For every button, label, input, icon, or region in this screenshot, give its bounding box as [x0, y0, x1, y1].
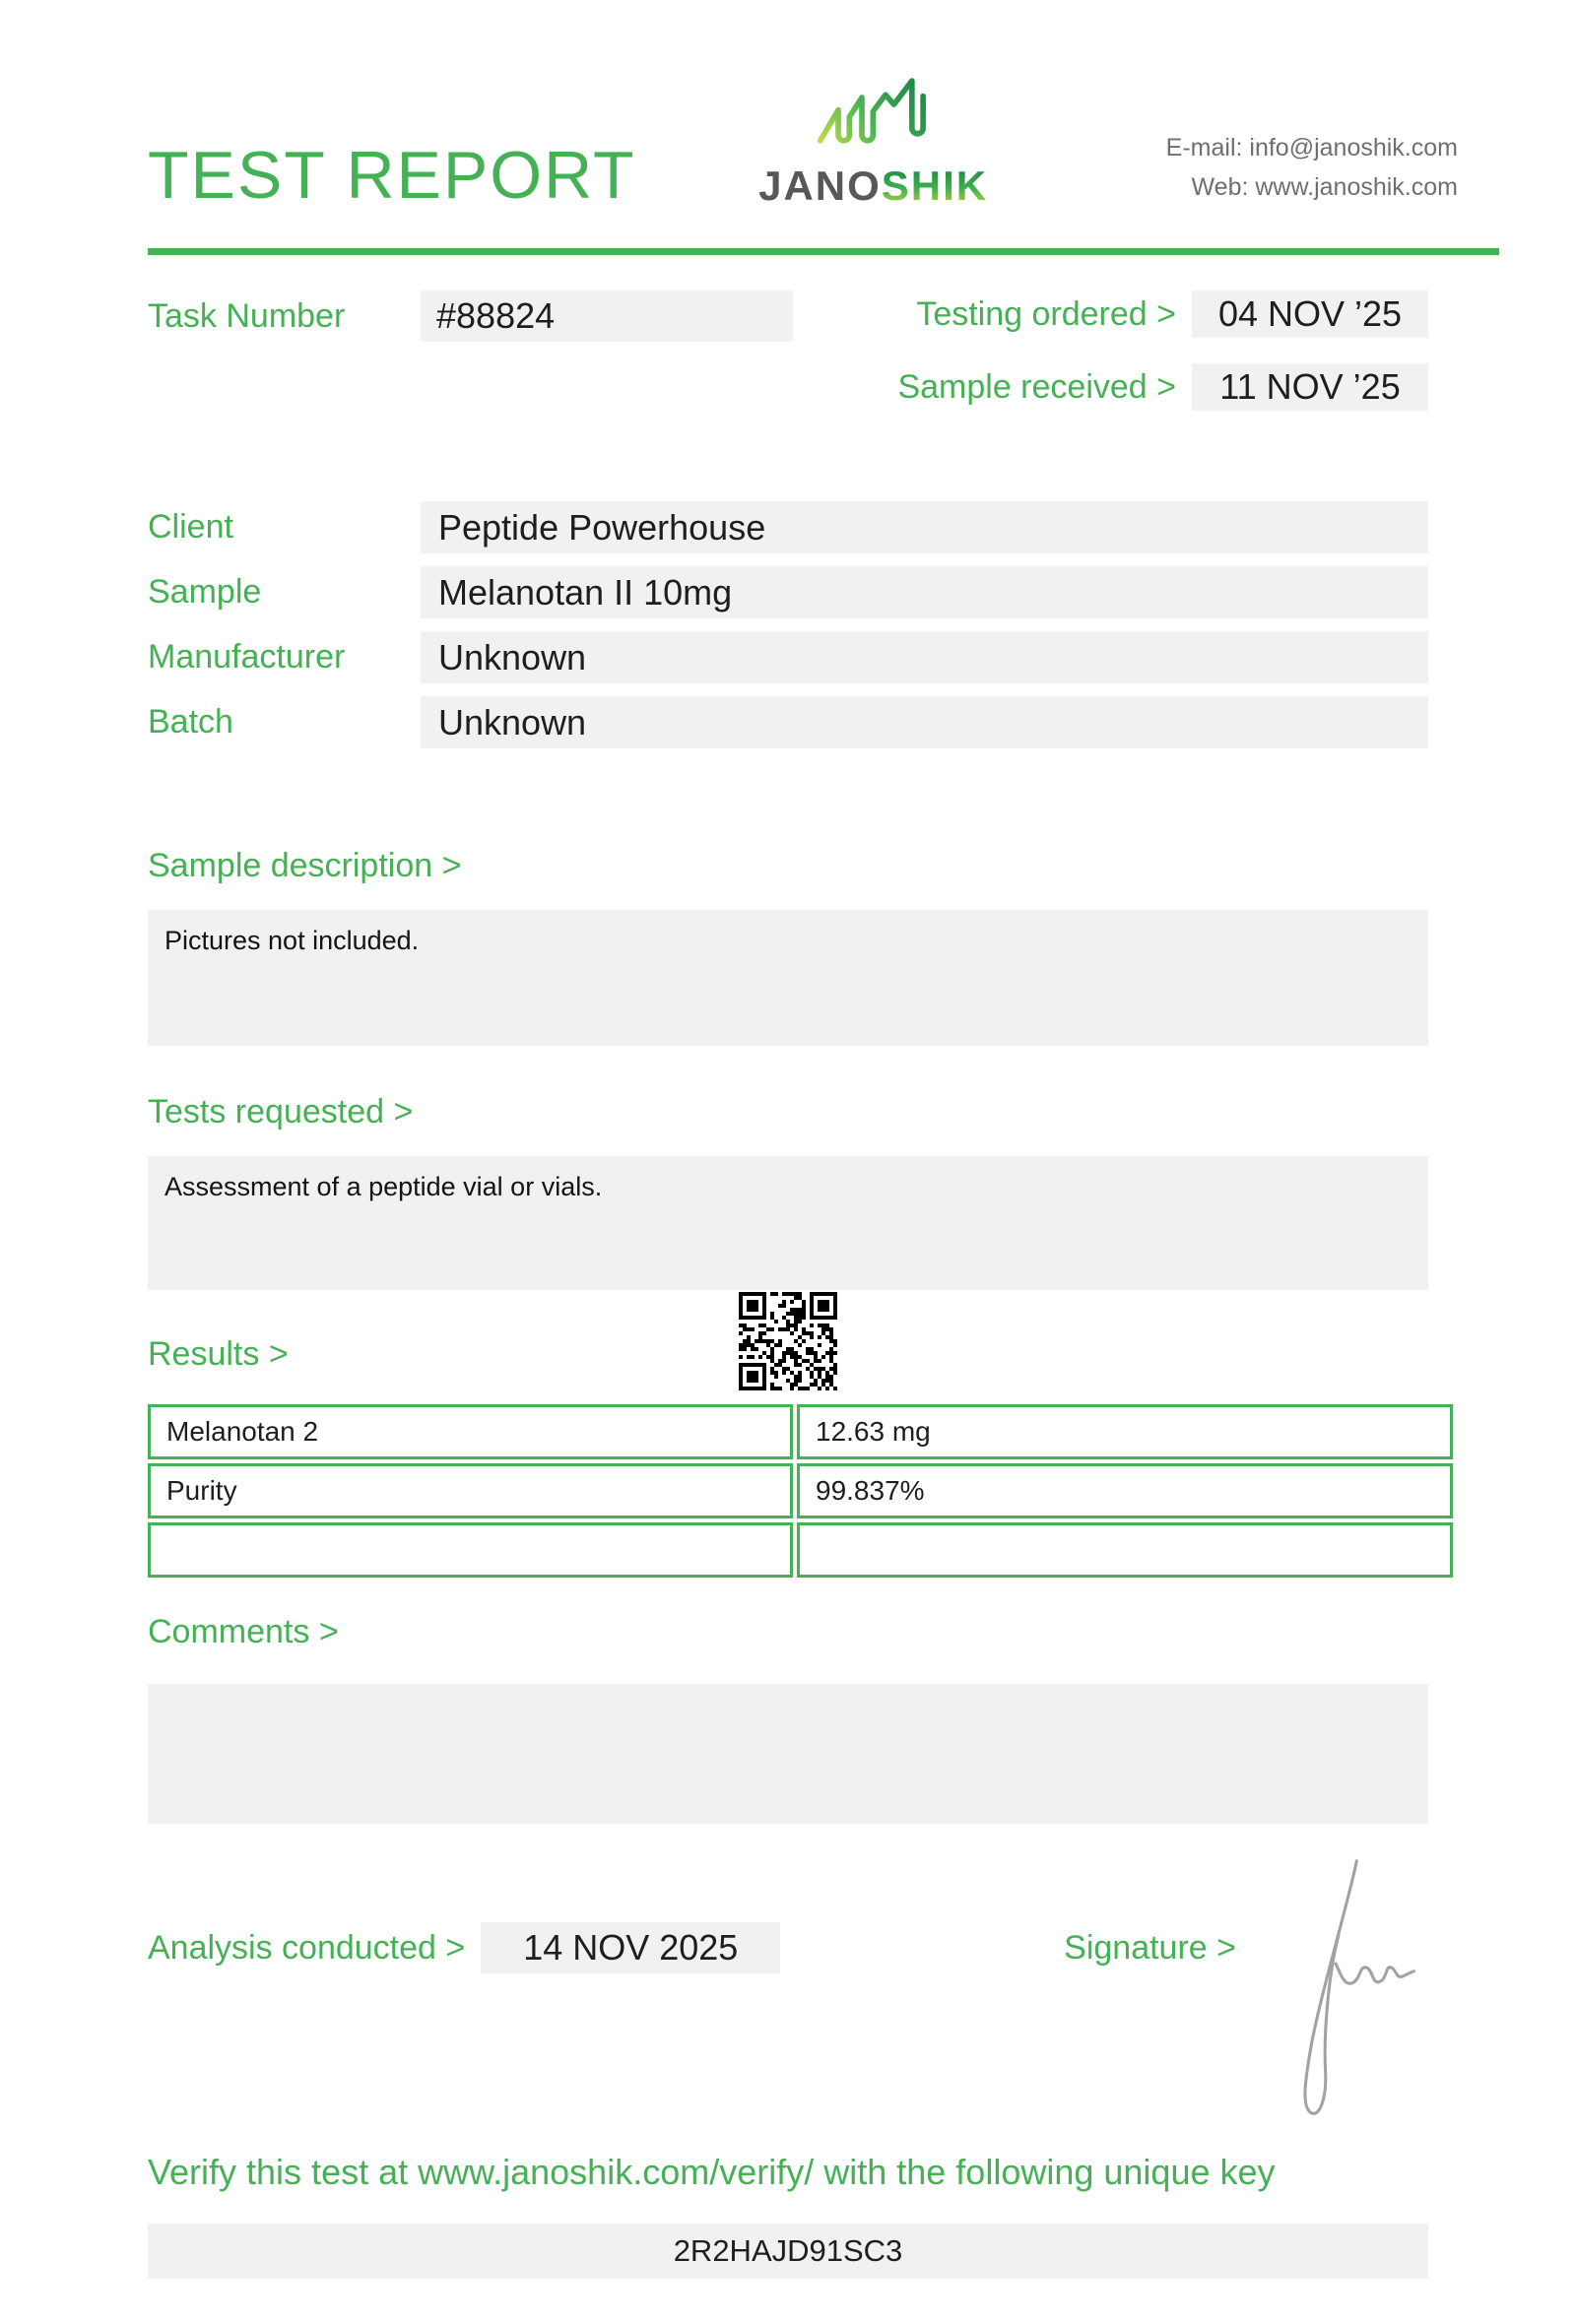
results-section	[148, 1333, 1576, 1582]
testing-ordered-value: 04 NOV ’25	[1192, 290, 1428, 338]
footer-row	[148, 1922, 1428, 1973]
growth-chart-icon	[815, 69, 933, 160]
unique-key: 2R2HAJD91SC3	[148, 2224, 1428, 2279]
sample-label: Sample	[148, 573, 262, 612]
result-name: Melanotan 2	[148, 1404, 793, 1459]
result-value: 99.837%	[797, 1463, 1453, 1518]
sample-received-label: Sample received >	[897, 367, 1176, 406]
results-table	[144, 1400, 1457, 1582]
manufacturer-row	[148, 631, 1428, 683]
sample-received-row	[897, 363, 1428, 411]
verify-text: Verify this test at www.janoshik.com/verify/ with the following unique key	[148, 2152, 1276, 2193]
signature-label: Signature >	[1064, 1928, 1236, 1967]
green-divider	[148, 248, 1499, 255]
testing-ordered-label: Testing ordered >	[916, 294, 1176, 333]
sample-row	[148, 566, 1428, 618]
qr-code	[739, 1292, 837, 1390]
result-row	[148, 1404, 1453, 1459]
sample-received-value: 11 NOV ’25	[1192, 363, 1428, 411]
comments-heading: Comments >	[148, 1613, 339, 1651]
testing-ordered-row	[897, 290, 1428, 338]
client-value: Peptide Powerhouse	[421, 501, 1428, 553]
result-name: Purity	[148, 1463, 793, 1518]
batch-label: Batch	[148, 703, 233, 742]
sample-description-box: Pictures not included.	[148, 910, 1428, 1046]
report-header	[148, 0, 1458, 214]
manufacturer-label: Manufacturer	[148, 638, 346, 677]
sample-description-heading: Sample description >	[148, 847, 462, 885]
client-row	[148, 501, 1428, 553]
comments-box	[148, 1684, 1428, 1824]
contact-web: Web: www.janoshik.com	[1191, 173, 1458, 202]
result-row	[148, 1463, 1453, 1518]
dates-block	[897, 290, 1428, 411]
task-number-row	[148, 290, 793, 342]
contact-block	[1166, 128, 1458, 209]
page-title: TEST REPORT	[148, 138, 636, 214]
tests-requested-box: Assessment of a peptide vial or vials.	[148, 1156, 1428, 1290]
results-heading: Results >	[148, 1335, 289, 1374]
contact-email: E-mail: info@janoshik.com	[1165, 134, 1458, 162]
wordmark	[758, 163, 988, 209]
result-value	[797, 1522, 1453, 1578]
client-label: Client	[148, 508, 233, 547]
result-value: 12.63 mg	[797, 1404, 1453, 1459]
batch-row	[148, 696, 1428, 748]
manufacturer-value: Unknown	[421, 631, 1428, 683]
batch-value: Unknown	[421, 696, 1428, 748]
result-row	[148, 1522, 1453, 1578]
task-number-value: #88824	[421, 290, 793, 342]
wordmark-shik: SHIK	[881, 162, 989, 209]
janoshik-logo	[758, 69, 988, 209]
result-name	[148, 1522, 793, 1578]
task-section	[148, 290, 1428, 411]
task-number-label: Task Number	[148, 296, 346, 335]
signature-image	[1261, 1851, 1418, 2137]
analysis-conducted-label: Analysis conducted >	[148, 1928, 466, 1967]
sample-details	[148, 501, 1428, 748]
tests-requested-heading: Tests requested >	[148, 1093, 414, 1131]
analysis-conducted-date: 14 NOV 2025	[481, 1922, 780, 1973]
wordmark-jano: JANO	[758, 162, 882, 209]
sample-value: Melanotan II 10mg	[421, 566, 1428, 618]
